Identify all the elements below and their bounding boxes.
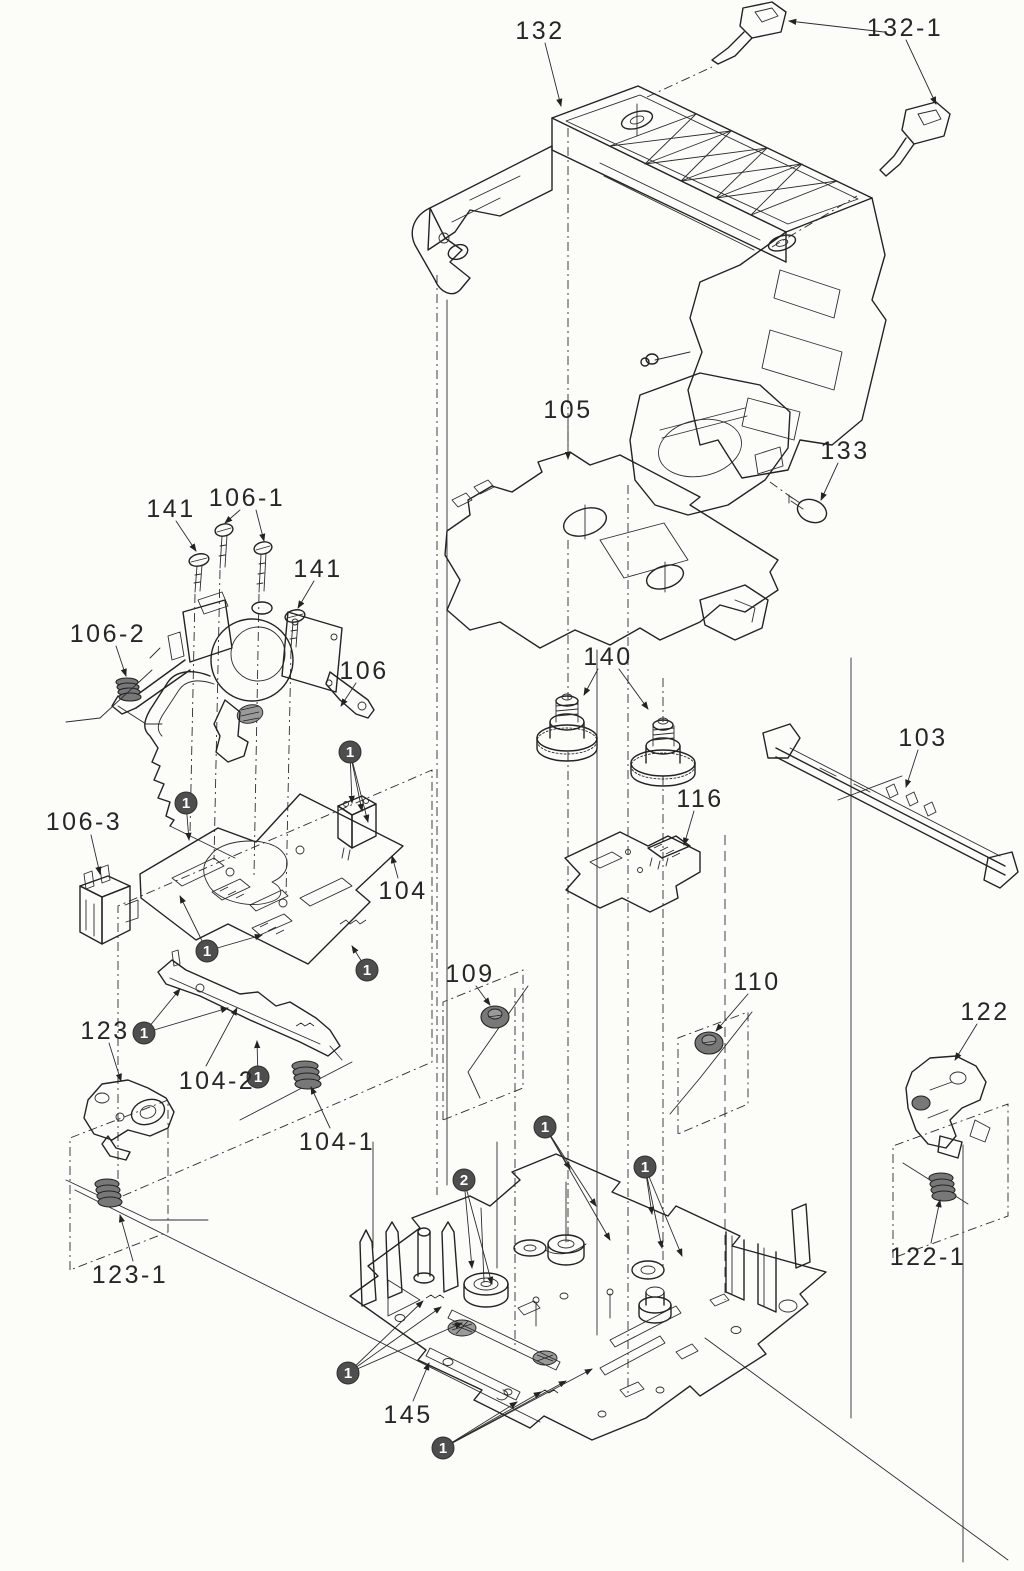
part-label-132-1: 132-1 — [866, 14, 944, 42]
callout-marker-number: 1 — [438, 1440, 448, 1457]
leader-line-104-2 — [206, 1008, 237, 1066]
leader-line-122 — [955, 1024, 977, 1060]
leader-line-133 — [821, 463, 838, 500]
part-133-pin — [788, 495, 830, 527]
leader-line-132-1 — [906, 40, 936, 104]
callout-marker-number: 1 — [640, 1159, 650, 1176]
leader-line-106-2 — [116, 646, 126, 676]
part-label-132: 132 — [515, 17, 565, 45]
callout-arrow-10 — [443, 1369, 592, 1448]
part-label-141a: 141 — [146, 495, 196, 523]
part-label-104-1: 104-1 — [298, 1128, 376, 1156]
part-labels — [46, 14, 1010, 1429]
leader-line-145 — [413, 1363, 429, 1401]
part-label-122-1: 122-1 — [889, 1243, 967, 1271]
part-110-roller — [670, 1012, 752, 1114]
part-109-roller — [468, 986, 528, 1098]
part-140-pulley-right — [631, 718, 695, 786]
part-106-motor-assembly — [112, 592, 374, 858]
part-label-106-1: 106-1 — [208, 484, 286, 512]
callout-marker-number: 2 — [459, 1172, 469, 1189]
leader-line-106-3 — [91, 835, 100, 874]
part-122-1-spring — [903, 1163, 968, 1204]
part-label-103: 103 — [898, 724, 948, 752]
part-label-105: 105 — [543, 396, 593, 424]
part-116-sensor-plate — [565, 832, 700, 912]
callout-arrow-6 — [545, 1127, 610, 1240]
part-label-141b: 141 — [293, 555, 343, 583]
leader-line-116 — [684, 811, 694, 845]
part-label-123-1: 123-1 — [91, 1261, 169, 1289]
part-label-110: 110 — [733, 968, 781, 996]
leader-line-104 — [392, 856, 398, 878]
part-label-106: 106 — [339, 657, 389, 685]
part-label-106-2: 106-2 — [69, 620, 147, 648]
part-132-1-clip-upper — [712, 2, 786, 64]
callout-marker-number: 1 — [540, 1119, 550, 1136]
leader-line-123-1 — [120, 1215, 133, 1261]
part-label-104-2: 104-2 — [178, 1067, 256, 1095]
part-label-145: 145 — [383, 1401, 433, 1429]
leader-line-132 — [545, 43, 561, 106]
callout-marker-number: 1 — [139, 1025, 149, 1042]
part-label-116: 116 — [676, 785, 724, 813]
part-132-carriage-frame — [412, 86, 886, 515]
part-label-106-3: 106-3 — [45, 808, 123, 836]
part-103-rail — [763, 724, 1018, 888]
leader-line-106-1 — [256, 510, 264, 541]
part-label-104: 104 — [378, 877, 428, 905]
leader-line-110 — [716, 994, 748, 1031]
callout-marker-number: 1 — [345, 744, 355, 761]
callout-marker-number: 1 — [343, 1365, 353, 1382]
part-145-chassis — [350, 1154, 826, 1440]
leader-line-141b — [298, 581, 314, 608]
part-123-1-spring — [66, 1179, 208, 1220]
callout-arrow-8 — [645, 1167, 682, 1256]
part-label-133: 133 — [820, 437, 870, 465]
leader-line-109 — [476, 986, 490, 1005]
part-label-109: 109 — [445, 960, 495, 988]
leader-line-140 — [619, 669, 648, 709]
part-106-3-block — [80, 865, 138, 944]
part-104-plate — [140, 794, 403, 964]
part-140-pulley-left — [537, 694, 597, 761]
label-leader-lines — [91, 21, 977, 1401]
part-132-1-clip-lower — [880, 102, 950, 176]
callout-arrow-7 — [464, 1180, 492, 1284]
callout-arrow-6 — [545, 1127, 596, 1206]
callout-arrow-9 — [348, 1301, 423, 1373]
leader-line-141a — [176, 521, 196, 551]
screw-141-left — [188, 552, 210, 834]
construction-lines — [70, 67, 1008, 1562]
callout-marker-number: 1 — [202, 943, 212, 960]
leader-line-122-1 — [931, 1200, 940, 1243]
callout-marker-number: 1 — [362, 962, 372, 979]
callout-marker-number: 1 — [253, 1069, 263, 1086]
leader-line-140 — [584, 669, 598, 695]
callout-arrow-9 — [348, 1307, 441, 1373]
part-122-bracket — [906, 1056, 990, 1158]
screw-106-1-a — [214, 522, 234, 860]
part-label-140: 140 — [583, 643, 633, 671]
part-label-122: 122 — [960, 998, 1010, 1026]
callout-arrow-4 — [144, 1008, 228, 1033]
leader-line-103 — [906, 750, 918, 787]
part-123-bracket — [84, 1080, 174, 1160]
part-104-2-bracket — [158, 950, 342, 1060]
leader-line-123 — [109, 1043, 121, 1081]
part-label-123: 123 — [80, 1017, 130, 1045]
callout-marker-number: 1 — [181, 795, 191, 812]
part-105-cover-plate — [445, 452, 778, 648]
callout-arrow-10 — [443, 1402, 517, 1448]
